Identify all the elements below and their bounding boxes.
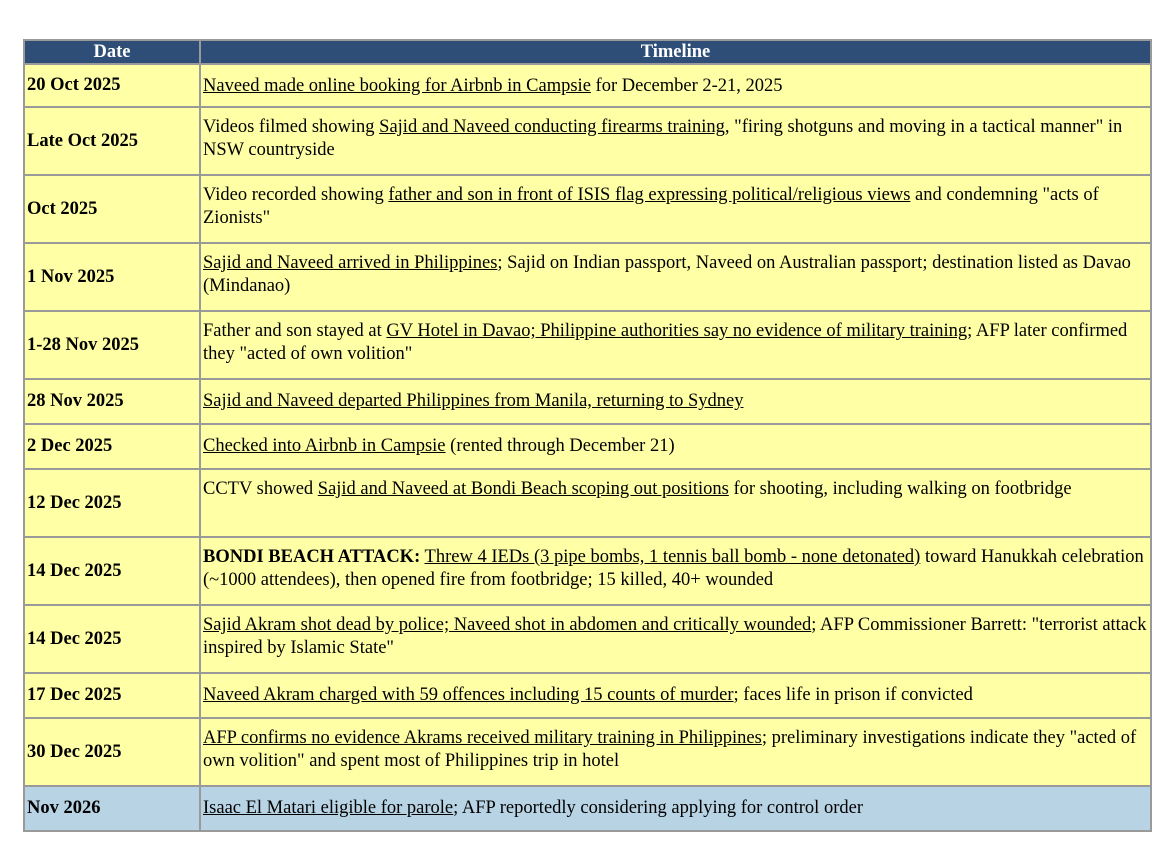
row-date: Late Oct 2025 — [24, 107, 200, 175]
row-lead-text: BONDI BEACH ATTACK: — [203, 547, 421, 567]
row-source-link[interactable]: AFP confirms no evidence Akrams received military training in Philippines — [203, 728, 762, 748]
row-description — [200, 537, 1151, 605]
header-row — [24, 40, 1151, 64]
row-description — [200, 243, 1151, 311]
row-description — [200, 786, 1151, 831]
row-source-link[interactable]: Naveed made online booking for Airbnb in Campsie — [203, 76, 591, 96]
row-suffix-text: ; AFP reportedly considering applying for control order — [453, 798, 863, 818]
table-row — [24, 673, 1151, 718]
table-row — [24, 379, 1151, 424]
table-row — [24, 107, 1151, 175]
row-prefix-text: Videos filmed showing — [203, 117, 380, 137]
timeline-column-header: Timeline — [200, 40, 1151, 64]
row-description — [200, 311, 1151, 379]
row-date: Nov 2026 — [24, 786, 200, 831]
row-description — [200, 605, 1151, 673]
row-suffix-text: for shooting, including walking on footbridge — [728, 479, 1072, 499]
row-source-link[interactable]: Sajid and Naveed conducting firearms training — [379, 117, 725, 137]
row-date: 30 Dec 2025 — [24, 718, 200, 786]
table-row — [24, 311, 1151, 379]
row-suffix-text: ; AFP later confirmed they "acted of own volition" — [203, 321, 1128, 364]
row-suffix-text: and condemning "acts of Zionists" — [203, 185, 1099, 228]
row-suffix-text: ; Sajid on Indian passport, Naveed on Australian passport; destination listed as Davao (Mindanao) — [203, 253, 1131, 296]
row-suffix-text: for December 2-21, 2025 — [590, 76, 783, 96]
row-description — [200, 673, 1151, 718]
row-source-link[interactable]: Sajid and Naveed at Bondi Beach scoping out positions — [317, 479, 729, 499]
row-date: 28 Nov 2025 — [24, 379, 200, 424]
row-date: 1-28 Nov 2025 — [24, 311, 200, 379]
row-prefix-text: Father and son stayed at — [203, 321, 387, 341]
row-suffix-text: , "firing shotguns and moving in a tactical manner" in NSW countryside — [203, 117, 1123, 160]
table-row — [24, 64, 1151, 107]
row-suffix-text: toward Hanukkah celebration (~1000 attendees), then opened fire from footbridge; 15 killed, 40+ wounded — [203, 547, 1144, 590]
row-suffix-text: ; faces life in prison if convicted — [733, 685, 973, 705]
row-source-link[interactable]: Naveed Akram charged with 59 offences including 15 counts of murder — [203, 685, 734, 705]
timeline-table — [23, 39, 1152, 832]
row-suffix-text: ; AFP Commissioner Barrett: "terrorist attack inspired by Islamic State" — [203, 615, 1147, 658]
table-row — [24, 243, 1151, 311]
row-suffix-text: (rented through December 21) — [445, 436, 675, 456]
row-description — [200, 379, 1151, 424]
row-description — [200, 718, 1151, 786]
table-row — [24, 605, 1151, 673]
row-source-link[interactable]: father and son in front of ISIS flag expressing political/religious views — [388, 185, 911, 205]
date-column-header: Date — [24, 40, 200, 64]
row-source-link[interactable]: Sajid Akram shot dead by police; Naveed shot in abdomen and critically wounded — [203, 615, 812, 635]
row-prefix-text: Video recorded showing — [203, 185, 389, 205]
table-row — [24, 786, 1151, 831]
row-source-link[interactable]: Sajid and Naveed arrived in Philippines — [203, 253, 498, 273]
row-source-link[interactable]: Threw 4 IEDs (3 pipe bombs, 1 tennis ball bomb - none detonated) — [424, 547, 921, 567]
row-source-link[interactable]: GV Hotel in Davao; Philippine authorities say no evidence of military training — [386, 321, 968, 341]
row-date: Oct 2025 — [24, 175, 200, 243]
row-date: 12 Dec 2025 — [24, 469, 200, 537]
row-date: 17 Dec 2025 — [24, 673, 200, 718]
table-row — [24, 469, 1151, 537]
timeline-rows — [24, 64, 1151, 831]
row-prefix-text: CCTV showed — [203, 479, 318, 499]
row-source-link[interactable]: Isaac El Matari eligible for parole — [203, 798, 454, 818]
table-row — [24, 424, 1151, 469]
row-description — [200, 424, 1151, 469]
row-date: 2 Dec 2025 — [24, 424, 200, 469]
row-date: 14 Dec 2025 — [24, 537, 200, 605]
row-suffix-text: ; preliminary investigations indicate they "acted of own volition" and spent most of Philippines trip in hotel — [203, 728, 1137, 771]
row-source-link[interactable]: Sajid and Naveed departed Philippines from Manila, returning to Sydney — [203, 391, 744, 411]
row-description — [200, 469, 1151, 537]
row-date: 14 Dec 2025 — [24, 605, 200, 673]
row-source-link[interactable]: Checked into Airbnb in Campsie — [203, 436, 446, 456]
row-description — [200, 64, 1151, 107]
table-row — [24, 175, 1151, 243]
row-date: 1 Nov 2025 — [24, 243, 200, 311]
table-row — [24, 718, 1151, 786]
row-description — [200, 175, 1151, 243]
table-row — [24, 537, 1151, 605]
row-description — [200, 107, 1151, 175]
row-date: 20 Oct 2025 — [24, 64, 200, 107]
